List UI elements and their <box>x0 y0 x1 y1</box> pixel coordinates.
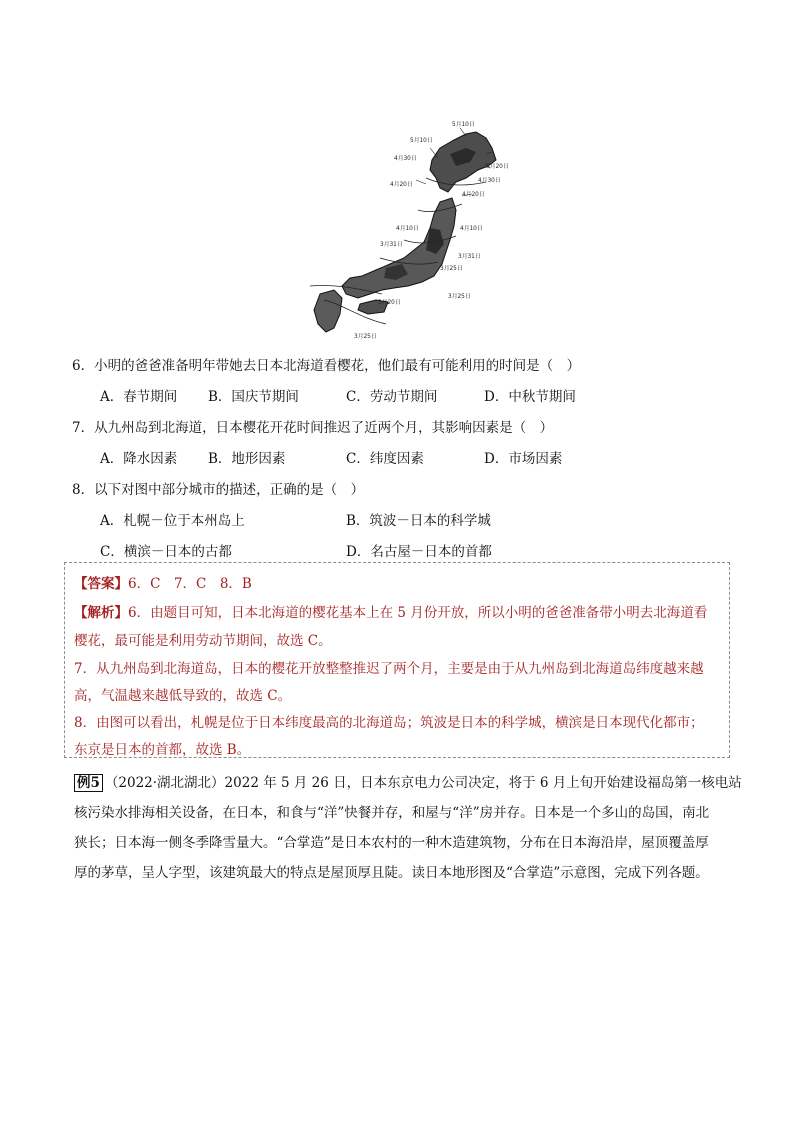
q6-option-b[interactable]: B．国庆节期间 <box>208 389 299 405</box>
q6-option-a[interactable]: A．春节期间 <box>100 389 178 405</box>
q8-option-a[interactable]: A．札幌－位于本州岛上 <box>100 513 245 529</box>
q7-option-b[interactable]: B．地形因素 <box>208 451 286 467</box>
question-7-stem: 7．从九州岛到北海道，日本樱花开花时间推迟了近两个月，其影响因素是（ ） <box>72 420 554 436</box>
map-label: 5月20日 <box>486 164 509 170</box>
map-label: 3月25日 <box>440 266 463 272</box>
q7-option-c[interactable]: C．纬度因素 <box>346 451 424 467</box>
map-label: 4月20日 <box>390 182 413 188</box>
analysis-text: 6．由题目可知，日本北海道的樱花基本上在 5 月份开放，所以小明的爸爸准备带小明去北海道看 <box>128 605 708 621</box>
q8-option-b[interactable]: B．筑波－日本的科学城 <box>346 513 491 529</box>
q8-option-c[interactable]: C．横滨－日本的古都 <box>100 544 232 560</box>
answer-tag: 【答案】 <box>74 576 128 592</box>
example-line-3: 狭长；日本海一侧冬季降雪量大。“合掌造”是日本农村的一种木造建筑物，分布在日本海沿岸，屋顶覆盖厚 <box>74 835 709 851</box>
map-label: 4月20日 <box>462 192 485 198</box>
question-6-options <box>100 385 576 405</box>
japan-map-svg <box>290 118 518 342</box>
question-8-options-row2 <box>100 540 492 560</box>
q7-option-d[interactable]: D．市场因素 <box>484 451 563 467</box>
q6-option-c[interactable]: C．劳动节期间 <box>346 389 438 405</box>
example-line-1 <box>74 771 742 791</box>
map-label: 3月25日 <box>448 294 471 300</box>
question-7-options <box>100 447 562 467</box>
analysis-tag: 【解析】 <box>74 605 128 621</box>
q7-option-a[interactable]: A．降水因素 <box>100 451 178 467</box>
q8-option-d[interactable]: D．名古屋－日本的首都 <box>346 544 492 560</box>
map-label: 4月10日 <box>460 226 483 232</box>
example-line-2: 核污染水排海相关设备，在日本，和食与“洋”快餐并存，和屋与“洋”房并存。日本是一个多山的岛国，南北 <box>74 805 710 821</box>
map-label: 3月31日 <box>458 254 481 260</box>
question-6-stem: 6．小明的爸爸准备明年带她去日本北海道看樱花，他们最有可能利用的时间是（ ） <box>72 358 581 374</box>
map-label: 3月31日 <box>380 242 403 248</box>
question-8-stem: 8．以下对图中部分城市的描述，正确的是（ ） <box>72 482 365 498</box>
japan-sakura-map <box>290 118 518 342</box>
answer-line <box>74 572 252 592</box>
analysis-line-3: 7．从九州岛到北海道岛，日本的樱花开放整整推迟了两个月，主要是由于从九州岛到北海道岛纬度越来越 <box>74 661 704 677</box>
map-label: 5月10日 <box>410 138 433 144</box>
question-8-options-row1 <box>100 509 491 529</box>
analysis-line-1 <box>74 601 707 621</box>
q6-option-d[interactable]: D．中秋节期间 <box>484 389 576 405</box>
map-label: 3月20日 <box>378 300 401 306</box>
example-tag: 例5 <box>74 774 103 792</box>
map-label: 5月10日 <box>452 122 475 128</box>
map-label: 4月30日 <box>478 178 501 184</box>
example-line-4: 厚的茅草，呈人字型，该建筑最大的特点是屋顶厚且陡。读日本地形图及“合掌造”示意图，完成下列各题。 <box>74 865 709 881</box>
example-text: （2022·湖北湖北）2022 年 5 月 26 日，日本东京电力公司决定，将于 6 月上旬开始建设福岛第一核电站 <box>104 775 742 791</box>
kyushu-island <box>314 290 342 332</box>
map-label: 4月10日 <box>396 226 419 232</box>
answer-text: 6．C 7．C 8．B <box>128 576 252 592</box>
analysis-line-4: 高，气温越来越低导致的，故选 C。 <box>74 688 292 704</box>
analysis-line-6: 东京是日本的首都，故选 B。 <box>74 742 251 758</box>
analysis-line-5: 8．由图可以看出，札幌是位于日本纬度最高的北海道岛；筑波是日本的科学城，横滨是日本现代化都市； <box>74 715 704 731</box>
analysis-line-2: 樱花，最可能是利用劳动节期间，故选 C。 <box>74 633 332 649</box>
map-label: 4月30日 <box>394 156 417 162</box>
map-label: 3月25日 <box>354 334 377 340</box>
